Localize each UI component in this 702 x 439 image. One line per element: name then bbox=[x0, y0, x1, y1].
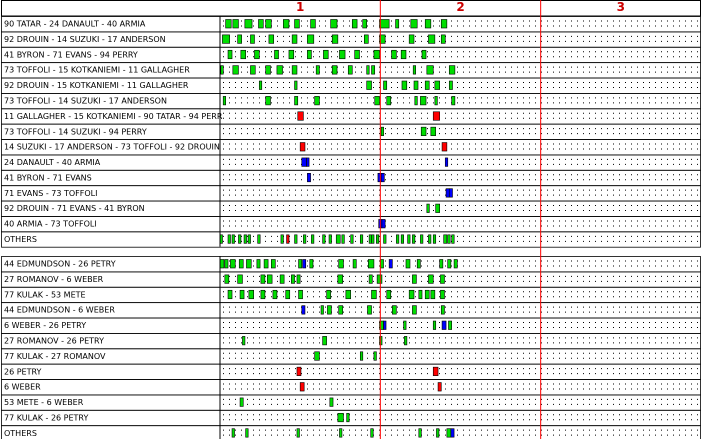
row-label: OTHERS bbox=[4, 234, 37, 244]
shift-bar bbox=[406, 260, 410, 269]
shift-bar bbox=[368, 306, 372, 315]
shift-bar bbox=[338, 413, 344, 422]
row bbox=[2, 232, 702, 247]
period-label: 2 bbox=[456, 0, 465, 14]
shift-bar bbox=[396, 235, 399, 244]
shift-bar bbox=[409, 290, 414, 299]
shift-bar bbox=[436, 204, 440, 213]
shift-bar bbox=[307, 35, 313, 44]
shift-bar bbox=[376, 235, 379, 244]
shift-bar bbox=[295, 96, 298, 105]
row-label: 40 ARMIA - 73 TOFFOLI bbox=[4, 219, 97, 229]
shift-bar bbox=[381, 173, 384, 182]
row-frame bbox=[2, 155, 701, 170]
shift-bar bbox=[246, 429, 249, 438]
shift-bar bbox=[438, 383, 441, 392]
row-label: 27 ROMANOV - 6 WEBER bbox=[4, 274, 104, 284]
shift-bar bbox=[240, 398, 243, 407]
shift-bar bbox=[372, 235, 375, 244]
row-label: 73 TOFFOLI - 14 SUZUKI - 94 PERRY bbox=[4, 127, 147, 137]
row bbox=[2, 257, 702, 272]
shift-bar bbox=[339, 429, 342, 438]
shift-bar bbox=[440, 260, 443, 269]
shift-bar bbox=[330, 398, 333, 407]
shift-bar bbox=[448, 235, 451, 244]
shift-bar bbox=[409, 35, 414, 44]
shift-bar bbox=[261, 290, 265, 299]
row-frame bbox=[2, 318, 701, 333]
shift-bar bbox=[353, 260, 356, 269]
shift-bar bbox=[372, 290, 377, 299]
shift-bar bbox=[338, 275, 343, 284]
shift-bar bbox=[360, 235, 363, 244]
row bbox=[2, 272, 702, 287]
shift-bar bbox=[316, 66, 319, 75]
shift-bar bbox=[336, 235, 340, 244]
shift-bar bbox=[401, 235, 404, 244]
shift-bar bbox=[269, 35, 274, 44]
shift-bar bbox=[411, 20, 417, 29]
shift-bar bbox=[232, 429, 235, 438]
shift-bar bbox=[346, 290, 351, 299]
row-label: 44 EDMUNDSON - 6 WEBER bbox=[4, 305, 115, 315]
shift-bar bbox=[339, 260, 344, 269]
shift-bar bbox=[291, 275, 294, 284]
shift-bar bbox=[392, 50, 397, 59]
shift-bar bbox=[347, 413, 350, 422]
shift-bar bbox=[425, 81, 429, 90]
shift-bar bbox=[425, 20, 431, 29]
period-label: 3 bbox=[616, 0, 626, 14]
shift-bar bbox=[323, 235, 326, 244]
shift-bar bbox=[433, 367, 438, 376]
shift-bar bbox=[297, 275, 300, 284]
shift-bar bbox=[412, 275, 416, 284]
row-label: OTHERS bbox=[4, 428, 37, 438]
shift-bar bbox=[311, 20, 316, 29]
shift-bar bbox=[297, 429, 300, 438]
shift-bar bbox=[384, 81, 387, 90]
shift-bar bbox=[297, 367, 301, 376]
period-header bbox=[2, 0, 701, 16]
row-frame bbox=[2, 426, 701, 439]
row bbox=[2, 201, 702, 216]
row bbox=[2, 426, 702, 439]
shift-bar bbox=[233, 20, 239, 29]
shift-bar bbox=[277, 66, 283, 75]
shift-bar bbox=[267, 275, 272, 284]
shift-bar bbox=[238, 275, 243, 284]
shift-bar bbox=[230, 260, 235, 269]
row-label: 73 TOFFOLI - 14 SUZUKI - 17 ANDERSON bbox=[4, 96, 167, 106]
shift-bar bbox=[300, 143, 305, 152]
row bbox=[2, 63, 702, 78]
shift-bar bbox=[351, 235, 354, 244]
row bbox=[2, 410, 702, 425]
shift-bar bbox=[454, 260, 457, 269]
row-label: 11 GALLAGHER - 15 KOTKANIEMI - 90 TATAR - 94 PERR bbox=[4, 111, 223, 121]
shift-bar bbox=[380, 20, 390, 29]
row bbox=[2, 109, 702, 124]
shift-bar bbox=[392, 306, 396, 315]
row-frame bbox=[2, 364, 701, 379]
period-label: 1 bbox=[295, 0, 305, 14]
shift-bar bbox=[420, 235, 423, 244]
row bbox=[2, 395, 702, 410]
shift-bar bbox=[295, 20, 300, 29]
shift-bar bbox=[303, 260, 306, 269]
row-frame bbox=[2, 395, 701, 410]
shift-bar bbox=[425, 290, 429, 299]
shift-bar bbox=[287, 235, 290, 244]
row-label: 77 KULAK - 53 METE bbox=[4, 290, 86, 300]
shift-bar bbox=[273, 290, 277, 299]
row bbox=[2, 78, 702, 93]
shift-bar bbox=[377, 275, 382, 284]
row-frame bbox=[2, 333, 701, 348]
shift-bar bbox=[412, 235, 415, 244]
shift-bar bbox=[420, 96, 426, 105]
shift-bar bbox=[382, 219, 385, 228]
shift-bar bbox=[244, 235, 247, 244]
shift-bar bbox=[239, 260, 243, 269]
shift-bar bbox=[449, 66, 455, 75]
panel-2 bbox=[2, 256, 702, 439]
row bbox=[2, 216, 702, 231]
row-frame bbox=[2, 410, 701, 425]
shift-bar bbox=[329, 235, 332, 244]
row bbox=[2, 380, 702, 395]
row-frame bbox=[2, 349, 701, 364]
shift-bar bbox=[299, 290, 303, 299]
shift-bar bbox=[428, 235, 431, 244]
shift-bar bbox=[433, 235, 436, 244]
shift-bar bbox=[412, 306, 416, 315]
shift-bar bbox=[339, 50, 345, 59]
shift-bar bbox=[241, 50, 246, 59]
shift-bar bbox=[368, 260, 374, 269]
shift-bar bbox=[307, 173, 310, 182]
row-label: 71 EVANS - 73 TOFFOLI bbox=[4, 188, 98, 198]
shift-bar bbox=[259, 81, 262, 90]
shift-bar bbox=[238, 35, 242, 44]
shift-bar bbox=[355, 50, 360, 59]
shift-bar bbox=[249, 290, 254, 299]
shift-bar bbox=[415, 96, 418, 105]
shift-bar bbox=[348, 66, 352, 75]
shift-bar bbox=[436, 429, 439, 438]
shift-bar bbox=[245, 20, 252, 29]
shift-bar bbox=[367, 66, 370, 75]
shift-bar bbox=[266, 20, 272, 29]
shift-bar bbox=[452, 96, 455, 105]
shift-bar bbox=[327, 306, 331, 315]
shift-bar bbox=[246, 260, 251, 269]
shift-bar bbox=[311, 235, 314, 244]
shift-bar bbox=[248, 235, 251, 244]
shift-bar bbox=[372, 66, 375, 75]
shift-bar bbox=[427, 204, 430, 213]
row bbox=[2, 124, 702, 139]
shift-bar bbox=[238, 235, 241, 244]
shift-bar bbox=[444, 235, 447, 244]
shift-bar bbox=[261, 275, 265, 284]
shift-bar bbox=[332, 66, 337, 75]
row-label: 77 KULAK - 26 PETRY bbox=[4, 413, 89, 423]
shift-bar bbox=[310, 260, 313, 269]
shift-bar bbox=[404, 336, 407, 345]
row-frame bbox=[2, 170, 701, 185]
shift-bar bbox=[264, 260, 268, 269]
row bbox=[2, 364, 702, 379]
shift-bar bbox=[352, 20, 357, 29]
row-label: 26 PETRY bbox=[4, 367, 42, 377]
shift-bar bbox=[449, 81, 452, 90]
shift-bar bbox=[299, 260, 302, 269]
shift-bar bbox=[387, 290, 391, 299]
shift-bar bbox=[452, 235, 455, 244]
shift-bar bbox=[384, 235, 387, 244]
shift-bar bbox=[381, 127, 384, 136]
row-label: 92 DROUIN - 15 KOTKANIEMI - 11 GALLAGHER bbox=[4, 81, 189, 91]
row-label: 77 KULAK - 27 ROMANOV bbox=[4, 351, 106, 361]
shift-bar bbox=[292, 35, 297, 44]
shift-bar bbox=[302, 158, 307, 167]
shift-bar bbox=[250, 35, 254, 44]
shift-bar bbox=[413, 66, 416, 75]
shift-bar bbox=[389, 260, 392, 269]
shift-bar bbox=[266, 66, 271, 75]
shift-bar bbox=[402, 81, 407, 90]
shift-bar bbox=[223, 96, 226, 105]
shift-bar bbox=[364, 35, 368, 44]
shift-bar bbox=[275, 50, 279, 59]
row-label: 41 BYRON - 71 EVANS - 94 PERRY bbox=[4, 50, 138, 60]
shift-bar bbox=[295, 235, 298, 244]
shift-bar bbox=[342, 235, 345, 244]
shift-bar bbox=[222, 35, 229, 44]
shift-bar bbox=[384, 321, 387, 330]
shift-bar bbox=[440, 275, 444, 284]
shift-bar bbox=[435, 96, 438, 105]
shift-bar bbox=[225, 260, 228, 269]
row-frame bbox=[2, 380, 701, 395]
shift-bar bbox=[414, 81, 418, 90]
shift-bar bbox=[375, 96, 380, 105]
shift-bar bbox=[323, 336, 327, 345]
row bbox=[2, 170, 702, 185]
shift-bar bbox=[331, 20, 337, 29]
row-label: 44 EDMUNDSON - 26 PETRY bbox=[4, 259, 116, 269]
shift-bar bbox=[303, 235, 306, 244]
shift-bar bbox=[446, 189, 449, 198]
shift-bar bbox=[242, 336, 245, 345]
shift-bar bbox=[302, 306, 305, 315]
shift-bar bbox=[371, 429, 374, 438]
shift-bar bbox=[295, 81, 298, 90]
panel-1 bbox=[2, 16, 702, 247]
shift-bar bbox=[374, 352, 377, 361]
shift-bar bbox=[408, 235, 411, 244]
shift-bar bbox=[367, 81, 372, 90]
row bbox=[2, 333, 702, 348]
row bbox=[2, 303, 702, 318]
shift-bar bbox=[440, 290, 444, 299]
shift-bar bbox=[307, 50, 311, 59]
shift-bar bbox=[401, 50, 406, 59]
shift-bar bbox=[445, 158, 448, 167]
shift-bar bbox=[339, 306, 343, 315]
row bbox=[2, 17, 702, 32]
shift-bar bbox=[441, 306, 444, 315]
row-label: 53 METE - 6 WEBER bbox=[4, 398, 84, 408]
shift-bar bbox=[271, 260, 275, 269]
shift-bar bbox=[233, 66, 239, 75]
row-label: 41 BYRON - 71 EVANS bbox=[4, 173, 92, 183]
row bbox=[2, 93, 702, 108]
shift-bar bbox=[228, 235, 231, 244]
shift-bar bbox=[220, 260, 224, 269]
shift-bar bbox=[257, 260, 260, 269]
row-label: 14 SUZUKI - 17 ANDERSON - 73 TOFFOLI - 92 DROUIN bbox=[4, 142, 220, 152]
shift-bar bbox=[428, 35, 434, 44]
shift-bar bbox=[422, 50, 426, 59]
shift-bar bbox=[240, 290, 244, 299]
row-label: 90 TATAR - 24 DANAULT - 40 ARMIA bbox=[4, 19, 146, 29]
row-label: 73 TOFFOLI - 15 KOTKANIEMI - 11 GALLAGHER bbox=[4, 65, 190, 75]
shift-bar bbox=[451, 429, 454, 438]
shift-bar bbox=[431, 127, 436, 136]
shift-bar bbox=[396, 20, 399, 29]
shift-bar bbox=[250, 66, 255, 75]
row bbox=[2, 349, 702, 364]
shift-bar bbox=[448, 321, 451, 330]
row-label: 27 ROMANOV - 26 PETRY bbox=[4, 336, 104, 346]
row-frame bbox=[2, 272, 701, 287]
row-label: 92 DROUIN - 71 EVANS - 41 BYRON bbox=[4, 204, 145, 214]
shift-bar bbox=[427, 66, 433, 75]
row-label: 92 DROUIN - 14 SUZUKI - 17 ANDERSON bbox=[4, 34, 166, 44]
shift-bar bbox=[332, 35, 338, 44]
shift-bar bbox=[298, 112, 304, 121]
shift-bar bbox=[292, 66, 297, 75]
shift-bar bbox=[315, 96, 320, 105]
shift-bar bbox=[228, 50, 232, 59]
shift-bar bbox=[232, 235, 235, 244]
row bbox=[2, 47, 702, 62]
shift-bar bbox=[433, 321, 436, 330]
shift-bar bbox=[448, 260, 451, 269]
shift-bar bbox=[428, 275, 433, 284]
shift-bar bbox=[286, 290, 290, 299]
shift-bar bbox=[369, 275, 372, 284]
shift-bar bbox=[433, 112, 439, 121]
row-frame bbox=[2, 287, 701, 302]
shift-bar bbox=[327, 290, 331, 299]
shift-bar bbox=[404, 321, 407, 330]
row-label: 6 WEBER bbox=[4, 382, 41, 392]
row bbox=[2, 318, 702, 333]
row bbox=[2, 140, 702, 155]
shift-bar bbox=[283, 20, 289, 29]
shift-bar bbox=[221, 66, 224, 75]
shift-bar bbox=[442, 321, 446, 330]
row-label: 24 DANAULT - 40 ARMIA bbox=[4, 158, 101, 168]
row-frame bbox=[2, 186, 701, 201]
shift-bar bbox=[225, 275, 229, 284]
shift-bar bbox=[289, 50, 294, 59]
shift-bar bbox=[441, 20, 447, 29]
shift-bar bbox=[300, 383, 304, 392]
shift-bar bbox=[447, 429, 451, 438]
shift-bar bbox=[419, 290, 422, 299]
shift-bar bbox=[266, 96, 271, 105]
header-frame bbox=[2, 1, 701, 17]
shift-bar bbox=[441, 35, 445, 44]
shift-bar bbox=[431, 290, 435, 299]
shift-bar bbox=[363, 20, 367, 29]
shift-bar bbox=[421, 127, 426, 136]
shift-bar bbox=[315, 352, 320, 361]
row-label: 6 WEBER - 26 PETRY bbox=[4, 321, 87, 331]
shift-bar bbox=[258, 235, 261, 244]
shift-bar bbox=[374, 50, 380, 59]
row bbox=[2, 186, 702, 201]
row bbox=[2, 287, 702, 302]
shift-bar bbox=[258, 20, 263, 29]
shift-bar bbox=[387, 96, 391, 105]
shift-bar bbox=[281, 235, 284, 244]
shift-bar bbox=[442, 143, 447, 152]
shift-bar bbox=[417, 260, 420, 269]
shift-bar bbox=[307, 158, 310, 167]
shift-bar bbox=[449, 189, 452, 198]
shift-bar bbox=[226, 20, 232, 29]
shift-bar bbox=[280, 275, 284, 284]
shift-bar bbox=[419, 429, 422, 438]
row-frame bbox=[2, 216, 701, 231]
shift-bar bbox=[360, 352, 363, 361]
shift-bar bbox=[323, 50, 328, 59]
shift-bar bbox=[321, 306, 324, 315]
shift-bar bbox=[254, 50, 259, 59]
row bbox=[2, 32, 702, 47]
row bbox=[2, 155, 702, 170]
shift-bar bbox=[228, 290, 232, 299]
shift-bar bbox=[435, 81, 440, 90]
